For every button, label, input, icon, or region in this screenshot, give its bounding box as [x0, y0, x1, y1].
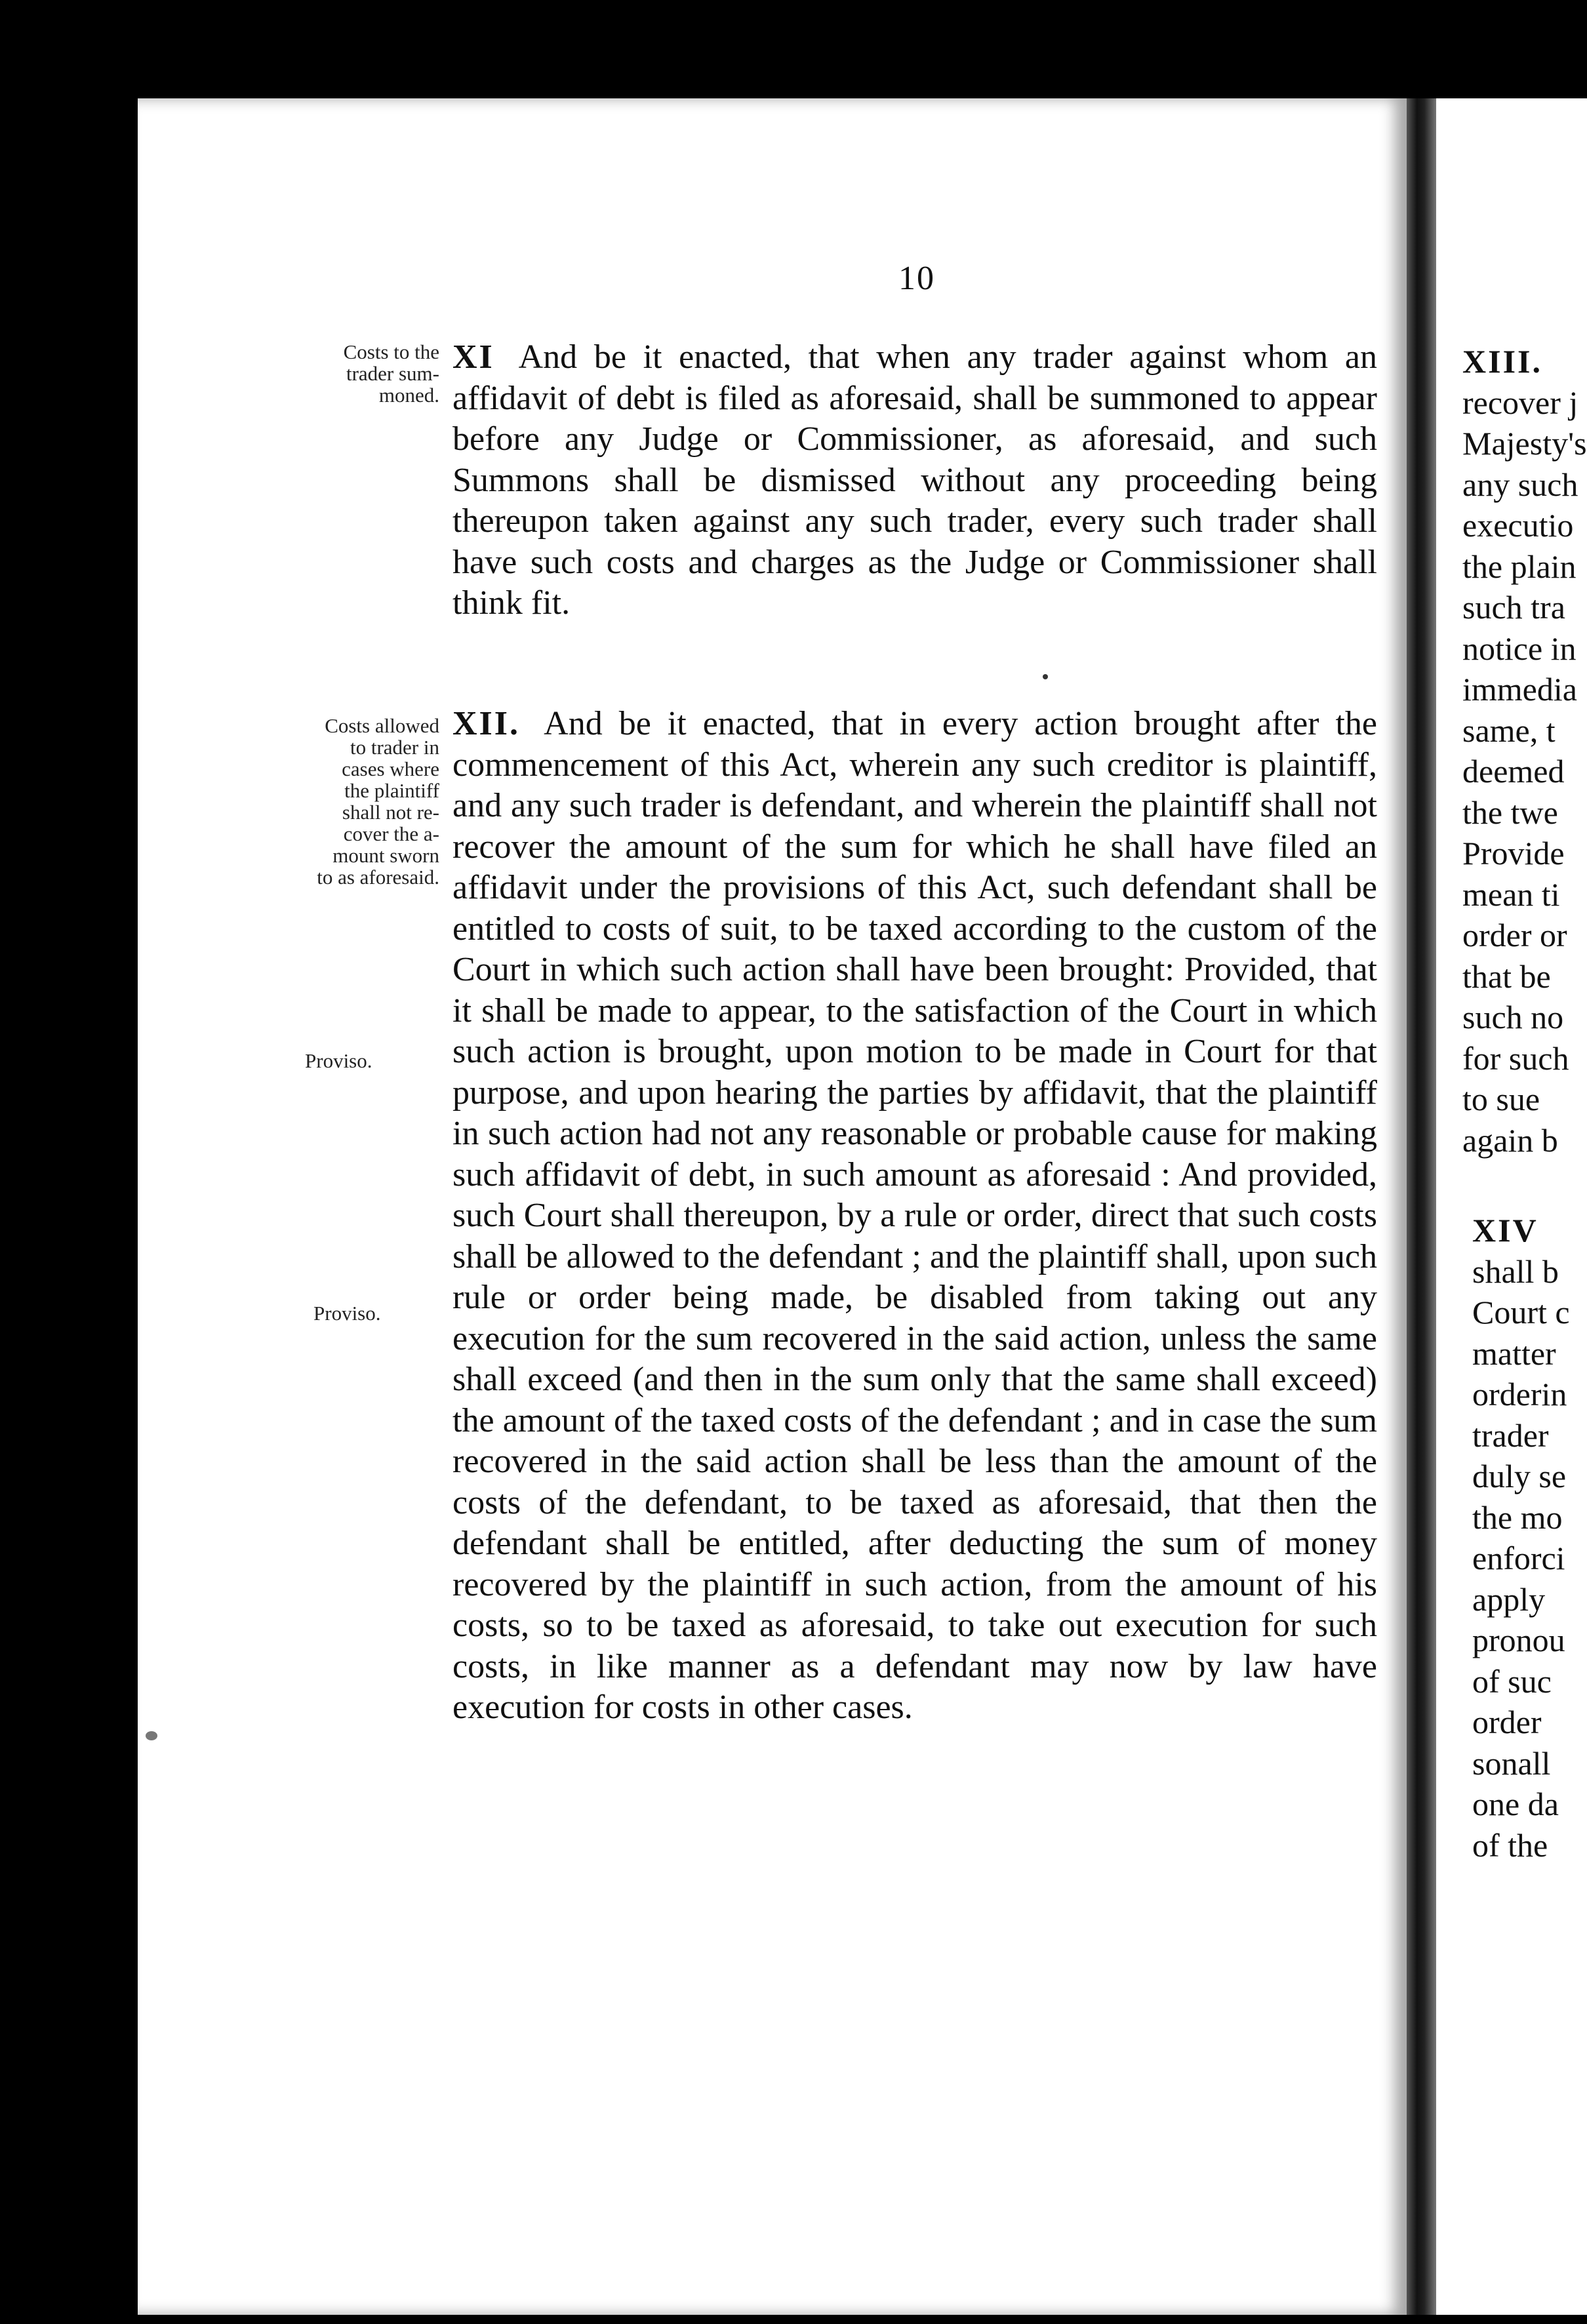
right-page-heading-xiv: XIV	[1472, 1212, 1538, 1249]
ink-speck	[1043, 674, 1048, 679]
section-xi-number: XI	[452, 338, 494, 376]
margin-proviso-2: Proviso.	[313, 1302, 381, 1325]
section-xii-number: XII.	[452, 705, 521, 742]
margin-proviso-1: Proviso.	[305, 1049, 372, 1072]
right-page-section-xiii	[1462, 341, 1587, 1161]
right-page-section-xiv	[1472, 1210, 1587, 1866]
right-page-heading-xiii: XIII.	[1462, 343, 1542, 380]
margin-note-costs-allowed: Costs allowed to trader in cases where the plaintiff shall not re- cover the a- mount sworn to as aforesaid.	[317, 714, 439, 889]
right-page-lines-xiii: recover j Majesty's any such executio the plain such tra notice in immedia same, t deemed the twe Provide mean ti order or that be such no for such to sue again b	[1462, 384, 1587, 1159]
section-xii	[452, 704, 1377, 1729]
section-xi-text: And be it enacted, that when any trader against whom an affidavit of debt is filed as aforesaid, shall be summoned to appear before any Judge or Commissioner, as aforesaid, and such Summons shall be dismissed without any proceeding being thereupon taken against any such trader, every such trader shall have such costs and charges as the Judge or Commissioner shall think fit.	[452, 338, 1377, 622]
section-xii-text: And be it enacted, that in every action brought after the commencement of this Act, wherein any such creditor is plaintiff, and any such trader is defendant, and wherein the plaintiff shall not recover the amount of the sum for which he shall have filed an affidavit under the provisions of this Act, such defendant shall be entitled to costs of suit, to be taxed according to the custom of the Court in which such action shall have been brought: Provided, that it shall be made to appear, to the satisfaction of the Court in which such action is brought, upon motion to be made in Court for that purpose, and upon hearing the parties by affidavit, that the plaintiff in such action had not any reasonable or probable cause for making such affidavit of debt, in such amount as aforesaid : And provided, such Court shall thereupon, by a rule or order, direct that such costs shall be allowed to the defendant ; and the plaintiff shall, upon such rule or order being made, be disabled from taking out any execution for the sum recovered in the said action, unless the same shall exceed (and then in the sum only that the same shall exceed) the amount of the taxed costs of the defendant ; and in case the sum recovered in the said action shall be less than the amount of the costs of the defendant, to be taxed as aforesaid, that then the defendant shall be entitled, after deducting the sum of money recovered by the plaintiff in such action, from the amount of his costs, so to be taxed as aforesaid, to take out execution for such costs, in like manner as a defendant may now by law have execution for costs in other cases.	[452, 705, 1377, 1726]
page-number: 10	[898, 260, 935, 297]
margin-note-costs-summoned: Costs to the trader sum- moned.	[343, 340, 439, 407]
right-page-lines-xiv: shall b Court c matter orderin trader duly se the mo enforci apply pronou of suc order sonall one da of the	[1472, 1252, 1570, 1864]
section-xi	[452, 337, 1377, 624]
margin-smudge	[146, 1731, 157, 1740]
book-gutter	[1407, 98, 1436, 2315]
